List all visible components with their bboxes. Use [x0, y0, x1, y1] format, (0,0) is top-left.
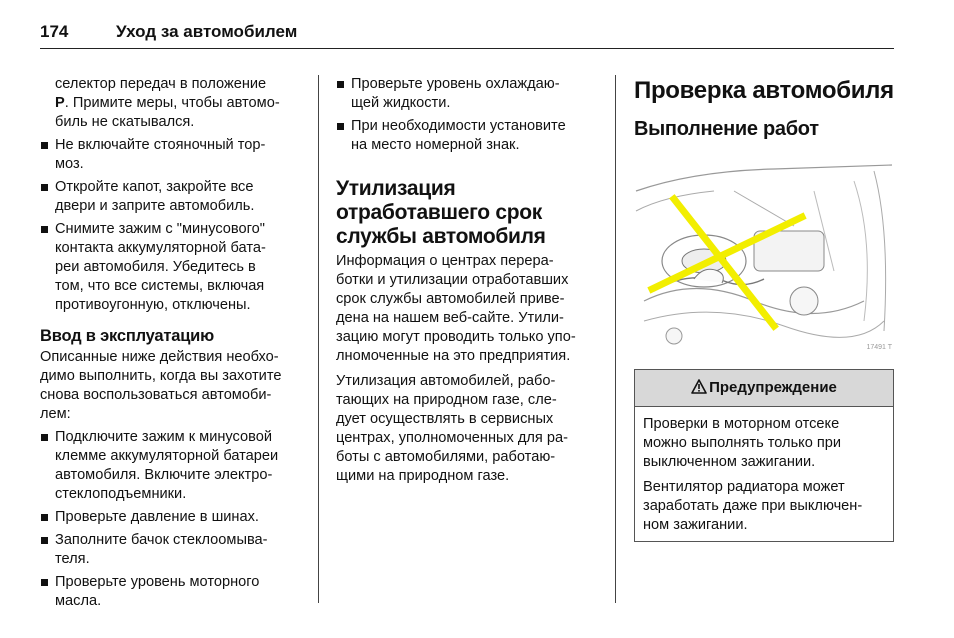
text-line: селектор передач в положение [55, 76, 267, 92]
text-line: дует осуществлять в сервисных [336, 411, 554, 427]
text-line: выключенном зажигании. [643, 454, 816, 470]
text-line: Заполните бачок стеклоомыва- [55, 532, 268, 548]
warning-triangle-icon [691, 372, 707, 408]
list-item [40, 531, 308, 569]
list-item [40, 136, 308, 174]
text-line: ном зажигании. [643, 517, 748, 533]
list-item [40, 508, 308, 527]
text-line: Вентилятор радиатора может [643, 479, 845, 495]
text-line: можно выполнять только при [643, 435, 842, 451]
text-line: Информация о центрах перера- [336, 253, 554, 269]
column-1 [40, 75, 308, 611]
text-line: клемме аккумуляторной батареи [55, 448, 279, 464]
text-line: лем: [40, 406, 71, 422]
text-line: щими на природном газе. [336, 468, 510, 484]
text-line: моз. [55, 156, 84, 172]
text-line: Утилизация автомобилей, рабо- [336, 373, 556, 389]
text-line: Проверьте давление в шинах. [55, 509, 259, 525]
list-item [336, 75, 598, 113]
text-line: контакта аккумуляторной бата- [55, 240, 266, 256]
text-line: При необходимости установите [351, 118, 566, 134]
warning-header [635, 370, 893, 407]
chapter-title: Уход за автомобилем [116, 22, 298, 41]
text-line: тающих на природном газе, сле- [336, 392, 557, 408]
page-number: 174 [40, 22, 69, 41]
list-item [40, 428, 308, 504]
page-header [40, 20, 894, 49]
text-line: стеклоподъемники. [55, 486, 187, 502]
paragraph [643, 415, 885, 472]
text-line: двери и заприте автомобиль. [55, 198, 255, 214]
text-line: заработать даже при выключен- [643, 498, 863, 514]
gear-position-p: P [55, 95, 65, 111]
text-line: срок службы автомобилей приве- [336, 291, 565, 307]
text-line: том, что все системы, включая [55, 278, 265, 294]
list-item [40, 220, 308, 315]
text-line [55, 94, 308, 113]
column-2 [336, 75, 598, 486]
section-subtitle: Выполнение работ [634, 118, 819, 140]
text-line: Проверьте уровень охлаждаю- [351, 76, 560, 92]
text-line: Не включайте стояночный тор- [55, 137, 266, 153]
text-line: теля. [55, 551, 90, 567]
text-line: противоугонную, отключены. [55, 297, 251, 313]
heading-line: службы автомобиля [336, 225, 546, 248]
heading-line: Утилизация [336, 177, 456, 200]
column-3 [634, 75, 894, 542]
text-fragment: . Примите меры, чтобы автомо- [64, 95, 280, 111]
section-heading: Ввод в эксплуатацию [40, 327, 215, 345]
text-line: зацию могут проводить только упо- [336, 329, 576, 345]
text-line: Подключите зажим к минусовой [55, 429, 272, 445]
text-line: масла. [55, 593, 102, 609]
warning-body [635, 407, 893, 541]
heading-line: отработавшего срок [336, 201, 543, 224]
text-line: димо выполнить, когда вы захотите [40, 368, 282, 384]
page-title: Проверка автомобиля [634, 77, 894, 104]
text-line: Описанные ниже действия необхо- [40, 349, 279, 365]
warning-box [634, 369, 894, 542]
text-line: дена на нашем веб-сайте. Утили- [336, 310, 564, 326]
text-line: ботки и утилизации отработавших [336, 272, 569, 288]
text-line: центрах, уполномоченных для ра- [336, 430, 568, 446]
column-divider-1 [318, 75, 319, 603]
text-line: биль не скатывался. [55, 114, 195, 130]
text-line: автомобиля. Включите электро- [55, 467, 273, 483]
text-line: на место номерной знак. [351, 137, 520, 153]
list-item [336, 117, 598, 155]
figure-label: 17491 T [866, 344, 892, 351]
text-line: Проверки в моторном отсеке [643, 416, 840, 432]
text-line: Снимите зажим с "минусового" [55, 221, 265, 237]
text-line: щей жидкости. [351, 95, 451, 111]
column-divider-2 [615, 75, 616, 603]
text-line: боты с автомобилями, работаю- [336, 449, 556, 465]
text-line: Проверьте уровень моторного [55, 574, 260, 590]
text-line: лномоченные на это предприятия. [336, 348, 571, 364]
text-line: снова воспользоваться автомоби- [40, 387, 272, 403]
text-line: Откройте капот, закройте все [55, 179, 254, 195]
section-paragraph [40, 348, 308, 424]
list-item [40, 573, 308, 611]
text-line: реи автомобиля. Убедитесь в [55, 259, 256, 275]
disposal-heading [336, 177, 598, 249]
warning-title: Предупреждение [709, 379, 837, 396]
engine-bay-illustration [634, 151, 894, 361]
paragraph [643, 478, 885, 535]
paragraph [336, 372, 598, 486]
paragraph [336, 252, 598, 366]
engine-bay-drawing [634, 151, 894, 361]
intro-paragraph [40, 75, 308, 132]
list-item [40, 178, 308, 216]
